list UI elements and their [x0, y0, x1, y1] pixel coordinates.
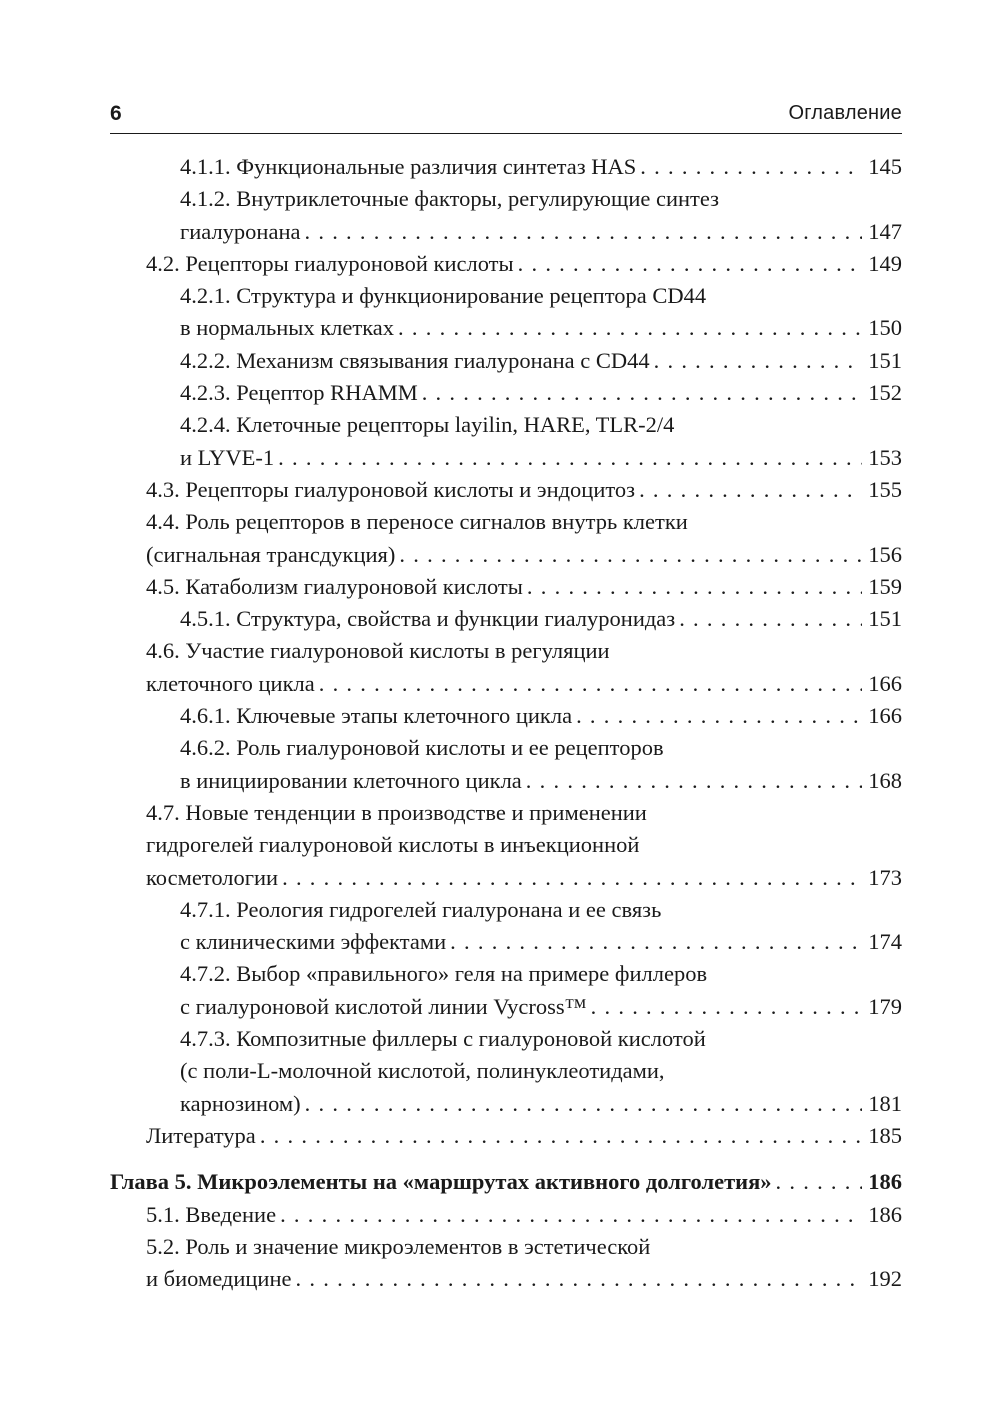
toc-page-number: 152: [868, 380, 902, 406]
toc-entry[interactable]: [110, 183, 902, 248]
dot-leader: [296, 1263, 862, 1295]
toc-entry-title: клеточного цикла: [146, 670, 315, 696]
toc-entry[interactable]: [110, 1199, 902, 1231]
toc-entry-title: 4.7. Новые тенденции в производстве и применении: [146, 799, 647, 825]
toc-entry-line: [146, 797, 902, 829]
toc-entry-title: 4.4. Роль рецепторов в переносе сигналов внутрь клетки: [146, 509, 688, 535]
toc-page-number: 156: [868, 541, 902, 567]
dot-leader: [679, 603, 862, 635]
toc-entry-title: 4.5. Катаболизм гиалуроновой кислоты: [146, 573, 523, 599]
toc-entry-title: Глава 5. Микроэлементы на «маршрутах активного долголетия»: [110, 1169, 772, 1195]
toc-page-number: 192: [868, 1266, 902, 1292]
toc-page-number: 173: [868, 864, 902, 890]
toc-entry-title: гиалуронана: [180, 218, 301, 244]
dot-leader: [280, 1199, 862, 1231]
dot-leader: [282, 862, 862, 894]
toc-entry[interactable]: [110, 603, 902, 635]
dot-leader: [319, 668, 862, 700]
toc-entry-line: [146, 506, 902, 538]
dot-leader: [399, 539, 862, 571]
toc-entry-title: 4.2.2. Механизм связывания гиалуронана с CD44: [180, 347, 650, 373]
toc-entry-title: 4.7.1. Реология гидрогелей гиалуронана и ее связь: [180, 896, 662, 922]
toc-entry[interactable]: [110, 1120, 902, 1152]
header-rule: [110, 133, 902, 134]
toc-entry-title: 4.2. Рецепторы гиалуроновой кислоты: [146, 250, 514, 276]
toc-entry-line: [180, 958, 902, 990]
toc-entry-line: [180, 280, 902, 312]
toc-entry-title: с гиалуроновой кислотой линии Vycross™: [180, 993, 587, 1019]
dot-leader: [518, 248, 862, 280]
dot-leader: [776, 1166, 862, 1198]
toc-page-number: 185: [868, 1122, 902, 1148]
dot-leader: [260, 1120, 862, 1152]
toc-page-number: 186: [868, 1201, 902, 1227]
toc-entry-line: [180, 926, 902, 958]
toc-entry-line: [180, 1023, 902, 1055]
toc-page-number: 166: [868, 670, 902, 696]
toc-page-number: 159: [868, 573, 902, 599]
toc-entry-line: [180, 700, 902, 732]
toc-entry-title: 4.7.3. Композитные филлеры с гиалуроновой кислотой: [180, 1026, 706, 1052]
toc-entry-line: [146, 1263, 902, 1295]
toc-page-number: 150: [868, 315, 902, 341]
toc-entry-line: [146, 248, 902, 280]
dot-leader: [591, 991, 862, 1023]
toc-chapter-entry[interactable]: [110, 1166, 902, 1198]
toc-entry-line: [146, 571, 902, 603]
toc-entry-line: [180, 894, 902, 926]
toc-entry[interactable]: [110, 474, 902, 506]
toc-entry[interactable]: [110, 409, 902, 474]
toc-entry-line: [146, 829, 902, 861]
toc-entry-title: 4.6. Участие гиалуроновой кислоты в регуляции: [146, 638, 610, 664]
toc-entry[interactable]: [110, 732, 902, 797]
toc-entry[interactable]: [110, 797, 902, 894]
toc-entry-title: 4.2.3. Рецептор RHAMM: [180, 380, 418, 406]
toc-entry-line: [180, 1055, 902, 1087]
toc-entry[interactable]: [110, 635, 902, 700]
dot-leader: [640, 151, 862, 183]
toc-page-number: 149: [868, 250, 902, 276]
dot-leader: [450, 926, 862, 958]
toc-entry-title: 4.7.2. Выбор «правильного» геля на примере филлеров: [180, 961, 708, 987]
toc-entry-title: (с поли-L-молочной кислотой, полинуклеотидами,: [180, 1058, 665, 1084]
toc-entry-line: [180, 765, 902, 797]
toc-entry-line: [180, 345, 902, 377]
toc-entry-line: [146, 539, 902, 571]
toc-page-number: 179: [868, 993, 902, 1019]
toc-entry-title: с клиническими эффектами: [180, 929, 447, 955]
dot-leader: [576, 700, 862, 732]
toc-entry-line: [180, 216, 902, 248]
dot-leader: [398, 312, 862, 344]
dot-leader: [527, 571, 862, 603]
toc-entry-title: косметологии: [146, 864, 279, 890]
toc-page-number: 181: [868, 1090, 902, 1116]
toc-entry[interactable]: [110, 506, 902, 571]
toc-entry[interactable]: [110, 700, 902, 732]
section-title: Оглавление: [788, 102, 902, 124]
dot-leader: [305, 1088, 862, 1120]
toc-entry-line: [146, 1120, 902, 1152]
toc-entry-line: [180, 732, 902, 764]
toc-entry[interactable]: [110, 1023, 902, 1120]
toc-entry-title: карнозином): [180, 1090, 301, 1116]
toc-entry-title: 4.6.2. Роль гиалуроновой кислоты и ее рецепторов: [180, 735, 664, 761]
toc-entry-title: 5.1. Введение: [146, 1201, 277, 1227]
toc-entry-line: [180, 151, 902, 183]
toc-entry-title: 4.3. Рецепторы гиалуроновой кислоты и эндоцитоз: [146, 476, 636, 502]
toc-entry-line: [180, 183, 902, 215]
toc-entry-title: и биомедицине: [146, 1266, 292, 1292]
toc-entry-line: [110, 1166, 902, 1198]
dot-leader: [278, 442, 862, 474]
toc-entry-line: [146, 1199, 902, 1231]
toc-entry-title: 4.6.1. Ключевые этапы клеточного цикла: [180, 703, 573, 729]
toc-entry-title: 4.1.1. Функциональные различия синтетаз HAS: [180, 154, 637, 179]
toc-entry[interactable]: [110, 345, 902, 377]
toc-page-number: 145: [868, 154, 902, 179]
toc-entry-line: [146, 668, 902, 700]
toc-entry-title: (сигнальная трансдукция): [146, 541, 396, 567]
toc-page-number: 166: [868, 703, 902, 729]
toc-page-number: 151: [868, 606, 902, 632]
toc-entry-line: [180, 312, 902, 344]
toc-entry[interactable]: [110, 571, 902, 603]
toc-entry-title: 5.2. Роль и значение микроэлементов в эстетической: [146, 1233, 651, 1259]
table-of-contents: [110, 151, 902, 1295]
toc-entry[interactable]: [110, 151, 902, 183]
toc-entry-line: [180, 442, 902, 474]
toc-entry-title: в инициировании клеточного цикла: [180, 767, 522, 793]
toc-entry-line: [180, 991, 902, 1023]
toc-page-number: 155: [868, 476, 902, 502]
toc-page-number: 186: [868, 1169, 902, 1195]
page-number: 6: [110, 102, 122, 125]
toc-entry-line: [146, 862, 902, 894]
toc-entry-line: [146, 1231, 902, 1263]
toc-entry[interactable]: [110, 958, 902, 1023]
running-header: [110, 100, 902, 134]
toc-page-number: 153: [868, 444, 902, 470]
toc-entry-title: гидрогелей гиалуроновой кислоты в инъекционной: [146, 832, 640, 858]
toc-entry[interactable]: [110, 894, 902, 959]
toc-entry[interactable]: [110, 377, 902, 409]
toc-page-number: 174: [868, 929, 902, 955]
toc-entry-title: в нормальных клетках: [180, 315, 395, 341]
toc-entry-title: 4.2.4. Клеточные рецепторы layilin, HARE, TLR-2/4: [180, 412, 675, 438]
toc-entry-title: Литература: [146, 1122, 256, 1148]
toc-page-number: 147: [868, 218, 902, 244]
toc-entry-line: [180, 377, 902, 409]
dot-leader: [654, 345, 862, 377]
toc-entry[interactable]: [110, 280, 902, 345]
toc-entry-line: [180, 409, 902, 441]
toc-entry-line: [180, 1088, 902, 1120]
dot-leader: [639, 474, 862, 506]
toc-page-number: 168: [868, 767, 902, 793]
toc-entry-title: 4.2.1. Структура и функционирование рецептора CD44: [180, 283, 707, 309]
toc-entry-line: [180, 603, 902, 635]
toc-entry-title: 4.5.1. Структура, свойства и функции гиалуронидаз: [180, 606, 676, 632]
toc-entry-line: [146, 635, 902, 667]
toc-entry-line: [146, 474, 902, 506]
toc-entry[interactable]: [110, 248, 902, 280]
toc-entry-title: и LYVE-1: [180, 444, 275, 470]
toc-entry[interactable]: [110, 1231, 902, 1296]
dot-leader: [422, 377, 862, 409]
dot-leader: [305, 216, 863, 248]
dot-leader: [526, 765, 862, 797]
toc-entry-title: 4.1.2. Внутриклеточные факторы, регулирующие синтез: [180, 186, 720, 212]
toc-page-number: 151: [868, 347, 902, 373]
